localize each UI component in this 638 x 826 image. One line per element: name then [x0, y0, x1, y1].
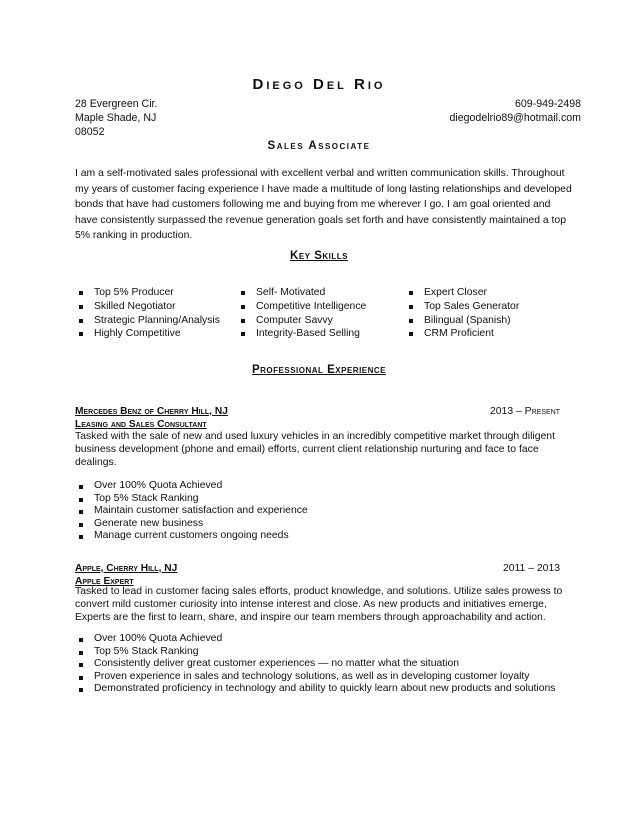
skill-item: Expert Closer	[405, 286, 519, 300]
skill-item: CRM Proficient	[405, 327, 519, 341]
bullet-item: Maintain customer satisfaction and experience	[75, 505, 308, 518]
skill-item: Strategic Planning/Analysis	[75, 314, 220, 328]
address-line-1: 28 Evergreen Cir.	[75, 98, 158, 110]
experience-heading: Professional Experience	[251, 364, 387, 376]
role-title: Apple Expert	[75, 576, 134, 587]
summary-paragraph: I am a self-motivated sales professional with excellent verbal and written communication skills. Throughout my years of customer facing experience I have made a multitude of long lasting relationships and developed bonds that have had customers following me and buying from me wherever I go. I am goal oriented and have consistently surpassed the revenue generation goals set forth and have consistently maintained a top 5% ranking in production.	[75, 168, 572, 241]
phone-number: 609-949-2498	[515, 98, 581, 110]
skills-column-1	[75, 286, 220, 341]
job-bullets	[75, 480, 308, 543]
skills-column-2	[237, 286, 366, 341]
address-line-3: 08052	[75, 126, 105, 138]
email-address: diegodelrio89@hotmail.com	[449, 112, 581, 124]
key-skills-heading: Key Skills	[290, 250, 348, 262]
bullet-item: Demonstrated proficiency in technology and ability to quickly learn about new products and solutions	[75, 683, 556, 696]
skill-item: Highly Competitive	[75, 327, 220, 341]
job-description: Tasked to lead in customer facing sales efforts, product knowledge, and solutions. Utilize sales prowess to convert mild customer curiosity into intense interest and close. As new products and initiatives emerge, Experts are the first to learn, share, and inspire our team members through approachability and action.	[75, 586, 563, 623]
bullet-item: Generate new business	[75, 518, 308, 531]
bullet-item: Top 5% Stack Ranking	[75, 493, 308, 506]
bullet-item: Manage current customers ongoing needs	[75, 530, 308, 543]
job-description: Tasked with the sale of new and used luxury vehicles in an incredibly competitive market through diligent business development (phone and email) efforts, current client relationship nurturing and face to face dealings.	[75, 431, 555, 468]
bullet-item: Proven experience in sales and technology solutions, as well as in developing customer loyalty	[75, 671, 556, 684]
skill-item: Competitive Intelligence	[237, 300, 366, 314]
skill-item: Top Sales Generator	[405, 300, 519, 314]
company-name: Apple, Cherry Hill, NJ	[75, 563, 178, 574]
job-bullets	[75, 633, 556, 696]
employment-dates: 2013 – Present	[490, 406, 560, 417]
skill-item: Computer Savvy	[237, 314, 366, 328]
candidate-name: Diego Del Rio	[252, 76, 386, 93]
bullet-item: Top 5% Stack Ranking	[75, 646, 556, 659]
bullet-item: Over 100% Quota Achieved	[75, 480, 308, 493]
skill-item: Skilled Negotiator	[75, 300, 220, 314]
bullet-item: Consistently deliver great customer experiences — no matter what the situation	[75, 658, 556, 671]
skill-item: Self- Motivated	[237, 286, 366, 300]
skill-item: Bilingual (Spanish)	[405, 314, 519, 328]
company-name: Mercedes Benz of Cherry Hill, NJ	[75, 406, 228, 417]
bullet-item: Over 100% Quota Achieved	[75, 633, 556, 646]
job-title: Sales Associate	[267, 140, 371, 152]
employment-dates: 2011 – 2013	[502, 563, 560, 574]
skills-column-3	[405, 286, 519, 341]
skill-item: Integrity-Based Selling	[237, 327, 366, 341]
role-title: Leasing and Sales Consultant	[75, 419, 207, 430]
address-line-2: Maple Shade, NJ	[75, 112, 157, 124]
skill-item: Top 5% Producer	[75, 286, 220, 300]
